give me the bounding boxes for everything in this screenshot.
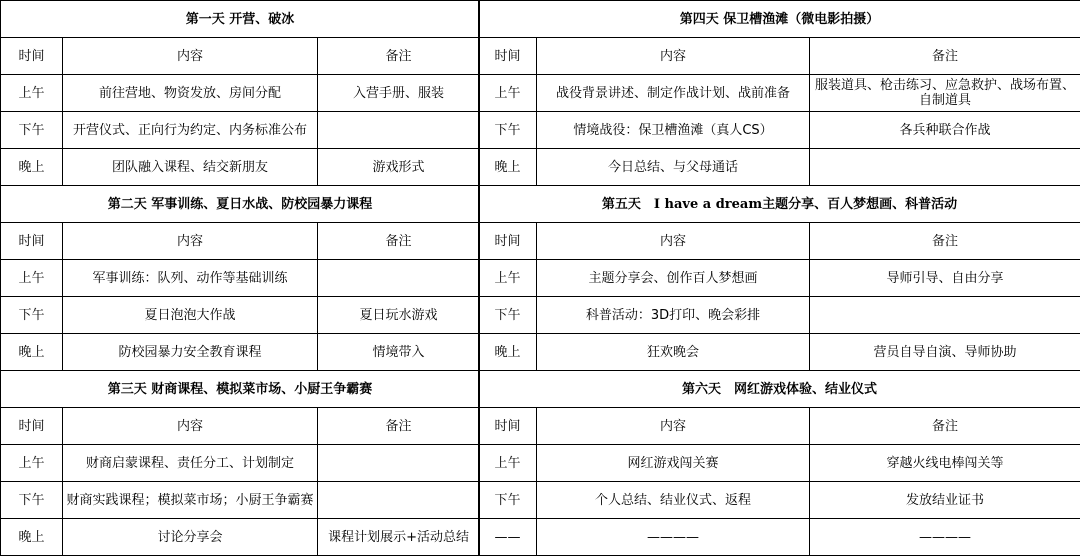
content-cell: 开营仪式、正向行为约定、内务标准公布 xyxy=(63,112,318,149)
schedule-row xyxy=(479,297,1080,334)
notes-cell: 营员自导自演、导师协助 xyxy=(810,334,1080,371)
time-header: 时间 xyxy=(1,408,63,445)
content-header: 内容 xyxy=(63,223,318,260)
notes-cell xyxy=(810,149,1080,186)
day-title: 第三天 财商课程、模拟菜市场、小厨王争霸赛 xyxy=(1,371,480,408)
time-cell: 上午 xyxy=(1,75,63,112)
day-title: 第五天 I have a dream主题分享、百人梦想画、科普活动 xyxy=(479,186,1080,223)
notes-cell: 课程计划展示+活动总结 xyxy=(318,519,480,556)
content-cell: 讨论分享会 xyxy=(63,519,318,556)
schedule-row xyxy=(479,112,1080,149)
notes-cell xyxy=(810,297,1080,334)
notes-cell: 导师引导、自由分享 xyxy=(810,260,1080,297)
day-title: 第六天 网红游戏体验、结业仪式 xyxy=(479,371,1080,408)
day-title: 第四天 保卫槽渔滩（微电影拍摄） xyxy=(479,1,1080,38)
content-cell: 网红游戏闯关赛 xyxy=(537,445,810,482)
notes-header: 备注 xyxy=(810,38,1080,75)
content-cell: 个人总结、结业仪式、返程 xyxy=(537,482,810,519)
time-cell: —— xyxy=(479,519,537,556)
notes-cell: 游戏形式 xyxy=(318,149,480,186)
content-header: 内容 xyxy=(63,38,318,75)
content-cell: 财商实践课程；模拟菜市场；小厨王争霸赛 xyxy=(63,482,318,519)
notes-cell: ———— xyxy=(810,519,1080,556)
left-schedule-table xyxy=(0,0,480,556)
header-row xyxy=(1,408,480,445)
notes-header: 备注 xyxy=(810,223,1080,260)
time-header: 时间 xyxy=(479,223,537,260)
time-cell: 晚上 xyxy=(479,334,537,371)
notes-header: 备注 xyxy=(318,408,480,445)
time-cell: 下午 xyxy=(1,482,63,519)
schedule-row xyxy=(1,519,480,556)
day-title: 第二天 军事训练、夏日水战、防校园暴力课程 xyxy=(1,186,480,223)
notes-cell: 服装道具、枪击练习、应急救护、战场布置、自制道具 xyxy=(810,75,1080,112)
notes-cell xyxy=(318,112,480,149)
notes-cell xyxy=(318,260,480,297)
content-header: 内容 xyxy=(537,38,810,75)
time-cell: 上午 xyxy=(1,445,63,482)
content-cell: ———— xyxy=(537,519,810,556)
day-title-row xyxy=(479,1,1080,38)
content-cell: 科普活动：3D打印、晚会彩排 xyxy=(537,297,810,334)
notes-cell: 夏日玩水游戏 xyxy=(318,297,480,334)
notes-cell xyxy=(318,445,480,482)
schedule-row xyxy=(479,519,1080,556)
schedule-row xyxy=(479,149,1080,186)
day-title-row xyxy=(479,371,1080,408)
day-title-row xyxy=(1,1,480,38)
header-row xyxy=(479,408,1080,445)
schedule-row xyxy=(479,445,1080,482)
schedule-row xyxy=(479,334,1080,371)
header-row xyxy=(479,38,1080,75)
time-cell: 上午 xyxy=(479,75,537,112)
right-schedule-table xyxy=(478,0,1080,556)
time-header: 时间 xyxy=(1,38,63,75)
notes-header: 备注 xyxy=(810,408,1080,445)
content-cell: 主题分享会、创作百人梦想画 xyxy=(537,260,810,297)
schedule-row xyxy=(1,482,480,519)
time-cell: 上午 xyxy=(479,260,537,297)
schedule-row xyxy=(479,260,1080,297)
time-cell: 晚上 xyxy=(1,334,63,371)
time-cell: 上午 xyxy=(1,260,63,297)
content-cell: 夏日泡泡大作战 xyxy=(63,297,318,334)
schedule-row xyxy=(479,482,1080,519)
notes-header: 备注 xyxy=(318,38,480,75)
content-cell: 战役背景讲述、制定作战计划、战前准备 xyxy=(537,75,810,112)
content-header: 内容 xyxy=(537,223,810,260)
time-cell: 上午 xyxy=(479,445,537,482)
day-title-row xyxy=(1,371,480,408)
schedule-row xyxy=(1,149,480,186)
notes-cell: 穿越火线电棒闯关等 xyxy=(810,445,1080,482)
day-title-row xyxy=(479,186,1080,223)
content-header: 内容 xyxy=(537,408,810,445)
notes-cell: 入营手册、服装 xyxy=(318,75,480,112)
notes-cell: 发放结业证书 xyxy=(810,482,1080,519)
content-cell: 财商启蒙课程、责任分工、计划制定 xyxy=(63,445,318,482)
time-cell: 下午 xyxy=(479,112,537,149)
content-cell: 前往营地、物资发放、房间分配 xyxy=(63,75,318,112)
content-cell: 情境战役：保卫槽渔滩（真人CS） xyxy=(537,112,810,149)
time-cell: 下午 xyxy=(479,297,537,334)
content-header: 内容 xyxy=(63,408,318,445)
time-header: 时间 xyxy=(1,223,63,260)
time-header: 时间 xyxy=(479,38,537,75)
content-cell: 军事训练：队列、动作等基础训练 xyxy=(63,260,318,297)
schedule-row xyxy=(1,334,480,371)
content-cell: 团队融入课程、结交新朋友 xyxy=(63,149,318,186)
schedule-row xyxy=(1,112,480,149)
content-cell: 防校园暴力安全教育课程 xyxy=(63,334,318,371)
header-row xyxy=(1,223,480,260)
day-title: 第一天 开营、破冰 xyxy=(1,1,480,38)
time-cell: 晚上 xyxy=(1,519,63,556)
schedule-row xyxy=(1,75,480,112)
notes-header: 备注 xyxy=(318,223,480,260)
time-cell: 下午 xyxy=(1,297,63,334)
notes-cell xyxy=(318,482,480,519)
time-cell: 下午 xyxy=(1,112,63,149)
time-cell: 晚上 xyxy=(1,149,63,186)
schedule-row xyxy=(1,445,480,482)
notes-cell: 各兵种联合作战 xyxy=(810,112,1080,149)
header-row xyxy=(479,223,1080,260)
content-cell: 狂欢晚会 xyxy=(537,334,810,371)
time-header: 时间 xyxy=(479,408,537,445)
time-cell: 下午 xyxy=(479,482,537,519)
schedule-row xyxy=(479,75,1080,112)
notes-cell: 情境带入 xyxy=(318,334,480,371)
time-cell: 晚上 xyxy=(479,149,537,186)
header-row xyxy=(1,38,480,75)
content-cell: 今日总结、与父母通话 xyxy=(537,149,810,186)
schedule-row xyxy=(1,260,480,297)
day-title-row xyxy=(1,186,480,223)
schedule-row xyxy=(1,297,480,334)
